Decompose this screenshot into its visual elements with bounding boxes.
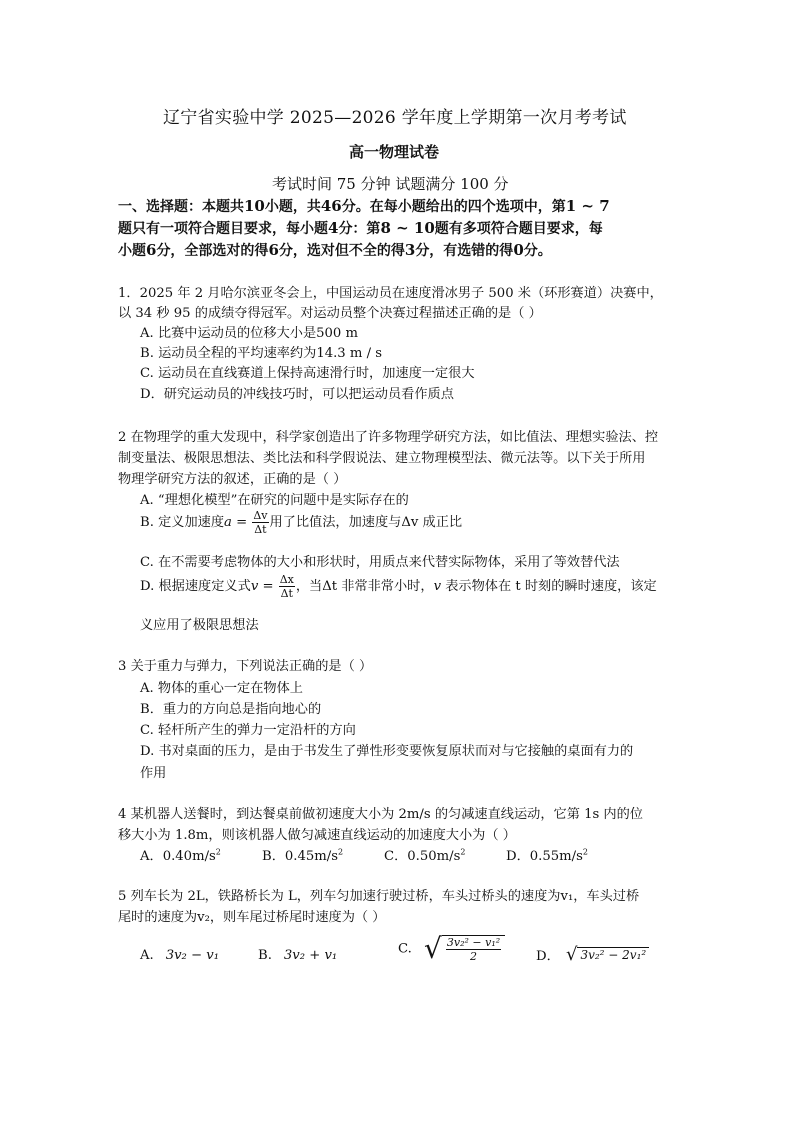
- q2-option-d-line-2: 义应用了极限思想法: [140, 618, 259, 633]
- radical-sign-icon: √: [565, 943, 578, 965]
- exam-subtitle: 高一物理试卷: [349, 143, 440, 161]
- q2-b-fraction: $\frac{\Delta v}{\Delta t}$: [253, 509, 268, 536]
- q1-option-a: A. 比赛中运动员的位移大小是500 m: [140, 326, 359, 341]
- q2-d-fraction: $\frac{\Delta x}{\Delta t}$: [279, 573, 294, 600]
- q3-option-d-line-2: 作用: [140, 766, 167, 781]
- section-line-2: 题只有一项符合题目要求，每小题4分：第8 ~ 10题有多项符合题目要求，每: [118, 219, 603, 237]
- q3-option-b: B．重力的方向总是指向地心的: [140, 702, 322, 717]
- q4-option-a: A．$0.40m/s^2$: [140, 847, 221, 864]
- q3-option-c: C. 轻杆所产生的弹力一定沿杆的方向: [140, 723, 356, 738]
- exam-info: 考试时间 75 分钟 试题满分 100 分: [272, 175, 509, 193]
- q2-stem-line-2: 制变量法、极限思想法、类比法和科学假说法、建立物理模型法、微元法等。以下关于所用: [118, 451, 646, 466]
- section-line-1: 一、选择题：本题共10小题，共46分。在每小题给出的四个选项中，第1 ~ 7: [118, 197, 610, 215]
- q5-stem-line-1: 5 列车长为 2L，铁路桥长为 L，列车匀加速行驶过桥，车头过桥头的速度为v₁，车头过桥: [118, 889, 640, 904]
- q5-option-c: C. √ $\frac{\text{3v₂² − v₁²}}{2}$: [398, 935, 505, 963]
- q2-option-d: D. 根据速度定义式v = $\frac{\Delta x}{\Delta t}$ ，当Δt 非常非常小时，v 表示物体在 t 时刻的瞬时速度，该定: [140, 573, 657, 600]
- section-instructions: [118, 196, 610, 262]
- q4-stem-line-1: 4 某机器人送餐时，到达餐桌前做初速度大小为 2m/s 的匀减速直线运动，它第 1s 内的位: [118, 807, 643, 822]
- q4-option-b: B．$0.45m/s^2$: [262, 847, 344, 864]
- q1-stem-line-1: 1．2025 年 2 月哈尔滨亚冬会上，中国运动员在速度滑冰男子 500 米（环形赛道）决赛中，: [118, 286, 663, 301]
- q2-option-b: B. 定义加速度a = $\frac{\Delta v}{\Delta t}$ 用了比值法，加速度与Δv 成正比: [140, 509, 463, 536]
- q2-option-a: A. “理想化模型”在研究的问题中是实际存在的: [140, 493, 409, 508]
- q5-option-b: B. 3v₂ + v₁: [258, 948, 338, 963]
- q1-option-c: C. 运动员在直线赛道上保持高速滑行时，加速度一定很大: [140, 366, 475, 381]
- radical-sign-icon: √: [424, 932, 442, 965]
- q1-option-d: D．研究运动员的冲线技巧时，可以把运动员看作质点: [140, 387, 454, 402]
- q1-stem-line-2: 以 34 秒 95 的成绩夺得冠军。对运动员整个决赛过程描述正确的是（ ）: [118, 306, 542, 321]
- section-line-3: 小题6分，全部选对的得6分，选对但不全的得3分，有选错的得0分。: [118, 241, 552, 259]
- q4-option-d: D．$0.55m/s^2$: [506, 847, 588, 864]
- q1-option-b: B. 运动员全程的平均速率约为14.3 m / s: [140, 346, 382, 361]
- q2-option-c: C. 在不需要考虑物体的大小和形状时，用质点来代替实际物体，采用了等效替代法: [140, 555, 620, 570]
- exam-title: 辽宁省实验中学 2025—2026 学年度上学期第一次月考考试: [163, 108, 627, 128]
- q3-option-d: D. 书对桌面的压力，是由于书发生了弹性形变要恢复原状而对与它接触的桌面有力的: [140, 744, 634, 759]
- q3-stem: 3 关于重力与弹力，下列说法正确的是（ ）: [118, 659, 373, 674]
- q5-option-d: D． √ 3v₂² − 2v₁²: [536, 945, 649, 964]
- q5-c-radical: √ $\frac{\text{3v₂² − v₁²}}{2}$: [424, 935, 505, 963]
- q2-stem-line-1: 2 在物理学的重大发现中，科学家创造出了许多物理学研究方法，如比值法、理想实验法、控: [118, 430, 659, 445]
- q5-stem-line-2: 尾时的速度为v₂，则车尾过桥尾时速度为（ ）: [118, 910, 386, 925]
- q3-option-a: A. 物体的重心一定在物体上: [140, 681, 303, 696]
- q5-option-a: A. 3v₂ − v₁: [140, 948, 220, 963]
- q5-d-radical: √ 3v₂² − 2v₁²: [566, 946, 649, 964]
- q4-option-c: C．$0.50m/s^2$: [384, 847, 466, 864]
- q2-stem-line-3: 物理学研究方法的叙述，正确的是（ ）: [118, 472, 347, 487]
- q4-stem-line-2: 移大小为 1.8m，则该机器人做匀减速直线运动的加速度大小为（ ）: [118, 828, 516, 843]
